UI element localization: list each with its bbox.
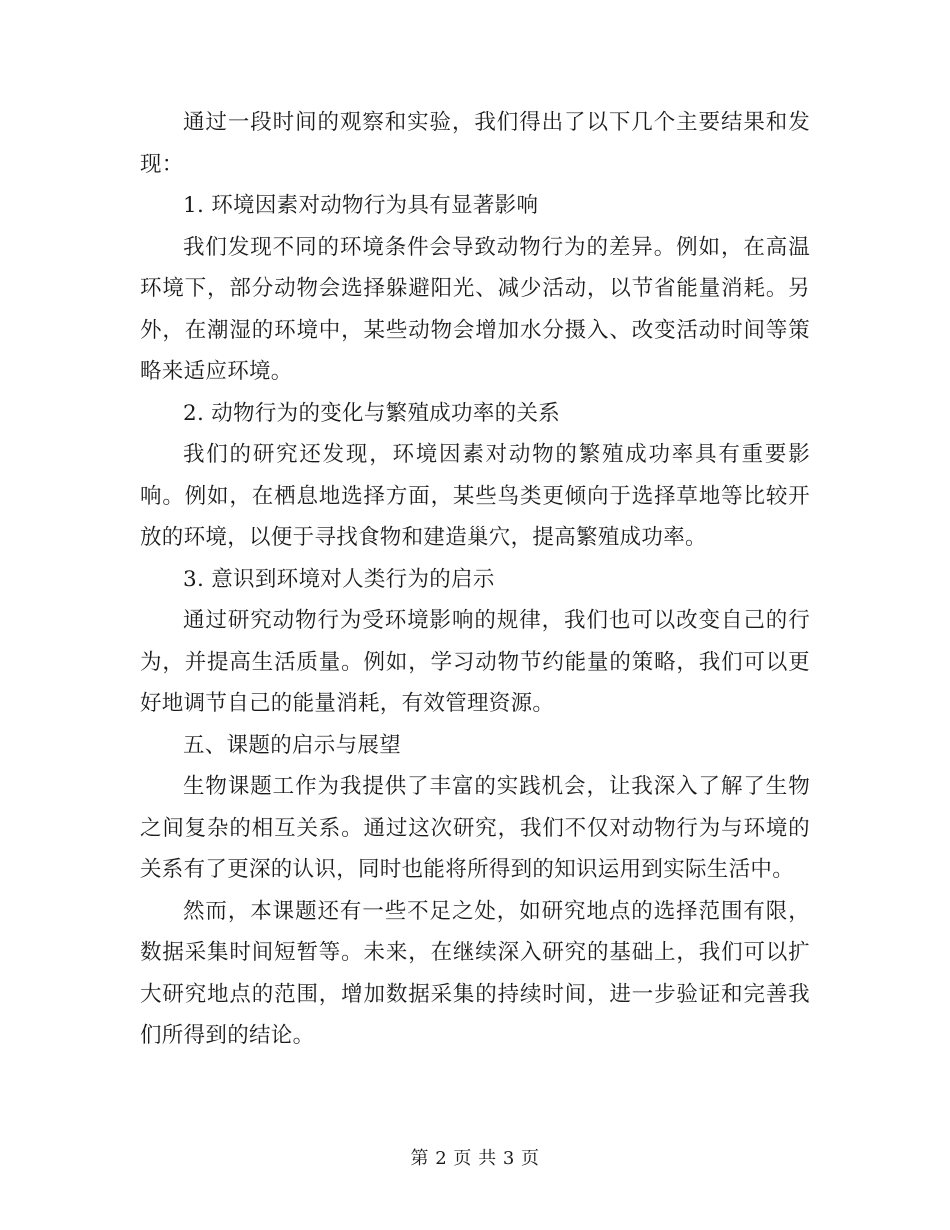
heading-section-5: 五、课题的启示与展望	[183, 732, 402, 758]
heading-result-3: 3. 意识到环境对人类行为的启示	[183, 566, 495, 592]
page-number-footer: 第 2 页 共 3 页	[410, 1148, 540, 1169]
paragraph-result-1: 我们发现不同的环境条件会导致动物行为的差异。例如，在高温环境下，部分动物会选择躲避阳光、减少活动，以节省能量消耗。另外，在潮湿的环境中，某些动物会增加水分摄入、改变活动时间等策略来适应环境。	[140, 234, 810, 384]
paragraph-result-2: 我们的研究还发现，环境因素对动物的繁殖成功率具有重要影响。例如，在栖息地选择方面，某些鸟类更倾向于选择草地等比较开放的环境，以便于寻找食物和建造巢穴，提高繁殖成功率。	[140, 442, 810, 550]
heading-result-1: 1. 环境因素对动物行为具有显著影响	[183, 193, 539, 218]
paragraph-intro: 通过一段时间的观察和实验，我们得出了以下几个主要结果和发现：	[140, 110, 810, 177]
paragraph-section-5-b: 然而，本课题还有一些不足之处，如研究地点的选择范围有限，数据采集时间短暂等。未来，在继续深入研究的基础上，我们可以扩大研究地点的范围，增加数据采集的持续时间，进一步验证和完善我们所得到的结论。	[140, 898, 810, 1048]
paragraph-section-5-a: 生物课题工作为我提供了丰富的实践机会，让我深入了解了生物之间复杂的相互关系。通过这次研究，我们不仅对动物行为与环境的关系有了更深的认识，同时也能将所得到的知识运用到实际生活中。	[140, 774, 810, 882]
document-body	[140, 102, 810, 1057]
heading-result-2: 2. 动物行为的变化与繁殖成功率的关系	[183, 400, 561, 426]
paragraph-result-3: 通过研究动物行为受环境影响的规律，我们也可以改变自己的行为，并提高生活质量。例如，学习动物节约能量的策略，我们可以更好地调节自己的能量消耗，有效管理资源。	[140, 608, 810, 716]
